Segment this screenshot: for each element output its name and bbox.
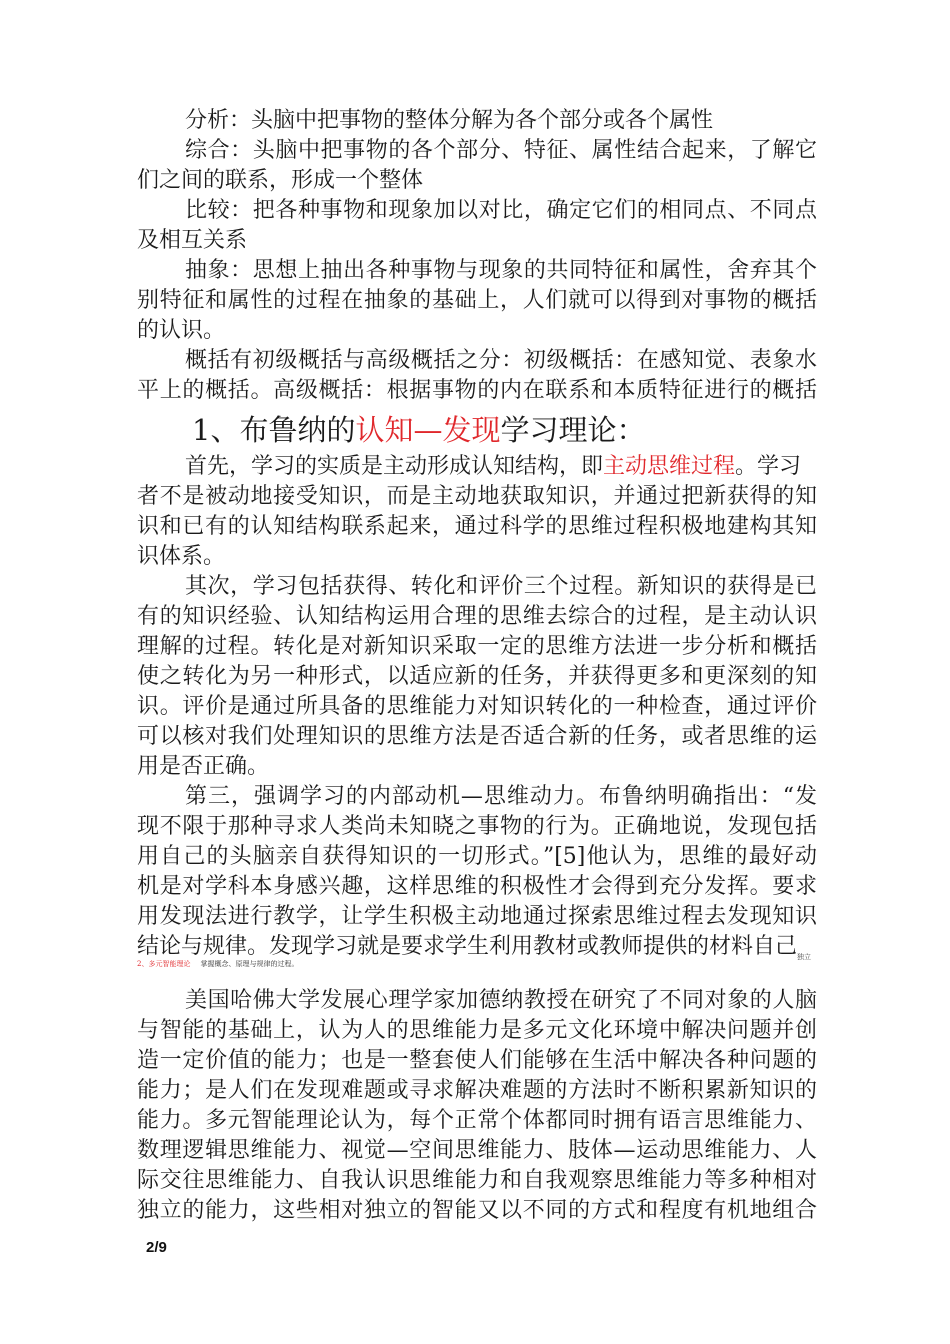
text-line: 分析：头脑中把事物的整体分解为各个部分或各个属性 [185, 108, 714, 133]
text-line: 可以核对我们处理知识的思维方法是否适合新的任务，或者思维的运 [137, 724, 817, 749]
text-line: 数理逻辑思维能力、视觉—空间思维能力、肢体—运动思维能力、人 [137, 1138, 817, 1163]
text-line: 用自己的头脑亲自获得知识的一切形式。”[5]他认为，思维的最好动 [137, 844, 817, 869]
text-line: 美国哈佛大学发展心理学家加德纳教授在研究了不同对象的人脑 [185, 988, 817, 1013]
text-line: 能力。多元智能理论认为，每个正常个体都同时拥有语言思维能力、 [137, 1108, 817, 1133]
text-line: 们之间的联系，形成一个整体 [137, 168, 424, 193]
text-line: 能力；是人们在发现难题或寻求解决难题的方法时不断积累新知识的 [137, 1078, 817, 1103]
text-line: 使之转化为另一种形式，以适应新的任务，并获得更多和更深刻的知 [137, 664, 817, 689]
definitions-section [137, 106, 817, 406]
tiny-text-line [137, 958, 298, 970]
text-line: 概括有初级概括与高级概括之分：初级概括：在感知觉、表象水 [185, 348, 817, 373]
p1-highlight: 主动思维过程 [603, 454, 736, 479]
text-line: 其次，学习包括获得、转化和评价三个过程。新知识的获得是已 [185, 574, 817, 599]
tiny-heading: 2、多元智能理论 [137, 960, 191, 968]
text-line: 平上的概括。高级概括：根据事物的内在联系和本质特征进行的概括 [137, 378, 817, 403]
heading-highlight: 认知—发现 [355, 413, 501, 447]
text-line: 第三，强调学习的内部动机—思维动力。布鲁纳明确指出：“发 [185, 784, 817, 809]
text-line: 有的知识经验、认知结构运用合理的思维去综合的过程，是主动认识 [137, 604, 817, 629]
text-line: 识体系。 [137, 544, 226, 569]
section-heading [192, 408, 645, 452]
text-line: 者不是被动地接受知识，而是主动地获取知识，并通过把新获得的知 [137, 484, 817, 509]
text-line: 与智能的基础上，认为人的思维能力是多元文化环境中解决问题并创 [137, 1018, 817, 1043]
text-line [137, 452, 817, 482]
text-line: 识和已有的认知结构联系起来，通过科学的思维过程积极地建构其知 [137, 514, 817, 539]
text-line-body: 结论与规律。发现学习就是要求学生利用教材或教师提供的材料自己 [137, 934, 798, 959]
multiple-intelligences-section [137, 986, 817, 1226]
text-line: 综合：头脑中把事物的各个部分、特征、属性结合起来，了解它 [185, 138, 817, 163]
p1-text: 首先，学习的实质是主动形成认知结构，即 [185, 454, 604, 479]
text-line: 用是否正确。 [137, 754, 270, 779]
page-number: 2/9 [146, 1239, 167, 1256]
text-line: 造一定价值的能力；也是一整套使人们能够在生活中解决各种问题的 [137, 1048, 817, 1073]
tiny-text: 掌握概念、原理与规律的过程。 [200, 960, 299, 968]
text-line: 比较：把各种事物和现象加以对比，确定它们的相同点、不同点 [185, 198, 817, 223]
text-line: 独立的能力，这些相对独立的智能又以不同的方式和程度有机地组合 [137, 1198, 817, 1223]
text-line: 现不限于那种寻求人类尚未知晓之事物的行为。正确地说，发现包括 [137, 814, 817, 839]
text-line: 别特征和属性的过程在抽象的基础上，人们就可以得到对事物的概括 [137, 288, 817, 313]
heading-suffix: 学习理论： [500, 413, 646, 447]
text-line: 际交往思维能力、自我认识思维能力和自我观察思维能力等多种相对 [137, 1168, 817, 1193]
text-line: 及相互关系 [137, 228, 248, 253]
small-text: 独立 [797, 953, 812, 961]
text-line: 的认识。 [137, 318, 226, 343]
bruner-section [137, 452, 817, 962]
text-line: 抽象：思想上抽出各种事物与现象的共同特征和属性，舍弃其个 [185, 258, 817, 283]
text-line: 理解的过程。转化是对新知识采取一定的思维方法进一步分析和概括 [137, 634, 817, 659]
p1-text-end: 。学习 [735, 454, 802, 479]
heading-prefix: 1、布鲁纳的 [192, 413, 356, 447]
text-line: 识。评价是通过所具备的思维能力对知识转化的一种检查，通过评价 [137, 694, 817, 719]
text-line: 用发现法进行教学，让学生积极主动地通过探索思维过程去发现知识 [137, 904, 817, 929]
text-line: 机是对学科本身感兴趣，这样思维的积极性才会得到充分发挥。要求 [137, 874, 817, 899]
